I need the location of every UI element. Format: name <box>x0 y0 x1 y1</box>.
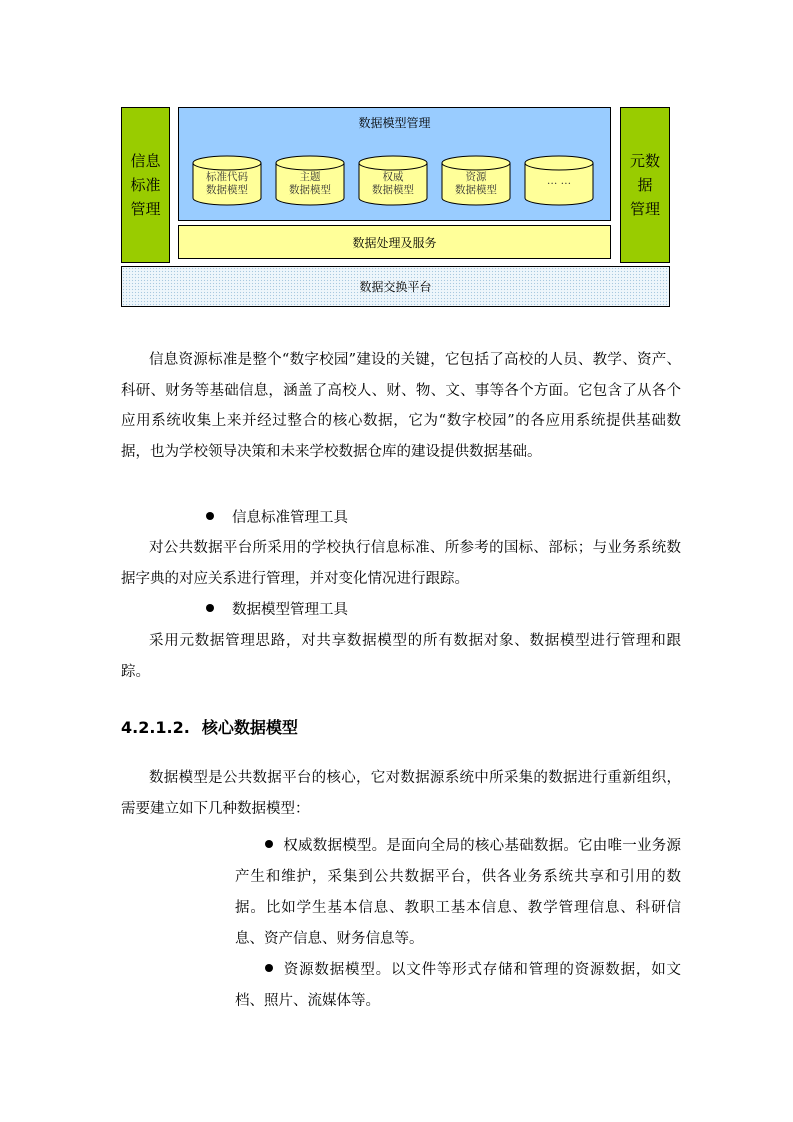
metadata-management-box <box>620 107 670 263</box>
resource-model-line2: 数据模型 <box>455 184 497 196</box>
bullet-data-model-tool-text: 数据模型管理工具 <box>232 602 348 618</box>
section-heading <box>121 715 298 738</box>
list-item-resource-model-text: 资源数据模型。以文件等形式存储和管理的资源数据，如文档、照片、流媒体等。 <box>235 962 681 1009</box>
more-models-label: … … <box>546 175 572 187</box>
bullet-dot-icon <box>265 840 273 848</box>
subject-model-line1: 主题 <box>299 171 321 183</box>
bullet-info-standard-tool-text: 信息标准管理工具 <box>232 510 348 526</box>
data-exchange-platform-label: 数据交换平台 <box>359 280 432 294</box>
metadata-management-line1: 元数 <box>629 152 660 170</box>
paragraph-info-standard: 信息资源标准是整个“数字校园”建设的关键，它包括了高校的人员、教学、资产、科研、财务等基础信息，涵盖了高校人、财、物、文、事等各个方面。它包含了从各个应用系统收集上来并经过整合的核心数据，它为“数字校园”的各应用系统提供基础数据，也为学校领导决策和未来学校数据仓库的建设提供数据基础。 <box>121 352 681 460</box>
paragraph-core-data-model: 数据模型是公共数据平台的核心，它对数据源系统中所采集的数据进行重新组织，需要建立如下几种数据模型： <box>121 770 681 817</box>
authority-model-line1: 权威 <box>382 171 404 183</box>
data-exchange-platform-box <box>121 266 670 307</box>
info-standard-management-label: 信息标准管理 <box>130 152 161 218</box>
data-model-management-title: 数据模型管理 <box>358 116 431 130</box>
resource-model-line1: 资源 <box>465 171 487 183</box>
authority-model-cylinder <box>358 155 428 206</box>
data-model-management-area <box>178 107 611 221</box>
data-processing-service-box <box>178 225 611 259</box>
list-item-resource-model <box>235 955 681 1017</box>
section-heading-title: 核心数据模型 <box>201 718 298 737</box>
paragraph-data-model-tool: 采用元数据管理思路，对共享数据模型的所有数据对象、数据模型进行管理和跟踪。 <box>121 633 681 680</box>
standard-code-model-cylinder <box>192 155 262 206</box>
bullet-dot-icon <box>206 512 214 520</box>
bullet-dot-icon <box>265 964 273 972</box>
section-heading-number: 4.2.1.2. <box>121 718 190 737</box>
metadata-management-line3: 管理 <box>629 200 660 218</box>
bullet-info-standard-tool <box>206 503 348 533</box>
info-standard-management-box <box>121 107 170 263</box>
standard-code-model-line1: 标准代码 <box>206 171 248 183</box>
list-item-authority-model-text: 权威数据模型。是面向全局的核心基础数据。它由唯一业务源产生和维护，采集到公共数据平台，供各业务系统共享和引用的数据。比如学生基本信息、教职工基本信息、教学管理信息、科研信息、资产信息、财务信息等。 <box>235 838 681 947</box>
data-processing-service-label: 数据处理及服务 <box>352 235 437 250</box>
list-item-authority-model <box>235 831 681 955</box>
more-models-cylinder <box>524 155 594 206</box>
subject-model-cylinder <box>275 155 345 206</box>
authority-model-line2: 数据模型 <box>372 184 414 196</box>
metadata-management-line2: 据 <box>637 176 653 194</box>
bullet-data-model-tool <box>206 595 348 625</box>
paragraph-info-standard-tool: 对公共数据平台所采用的学校执行信息标准、所参考的国标、部标；与业务系统数据字典的对应关系进行管理，并对变化情况进行跟踪。 <box>121 540 681 587</box>
bullet-dot-icon <box>206 604 214 612</box>
resource-model-cylinder <box>441 155 511 206</box>
subject-model-line2: 数据模型 <box>289 184 331 196</box>
standard-code-model-line2: 数据模型 <box>206 184 248 196</box>
